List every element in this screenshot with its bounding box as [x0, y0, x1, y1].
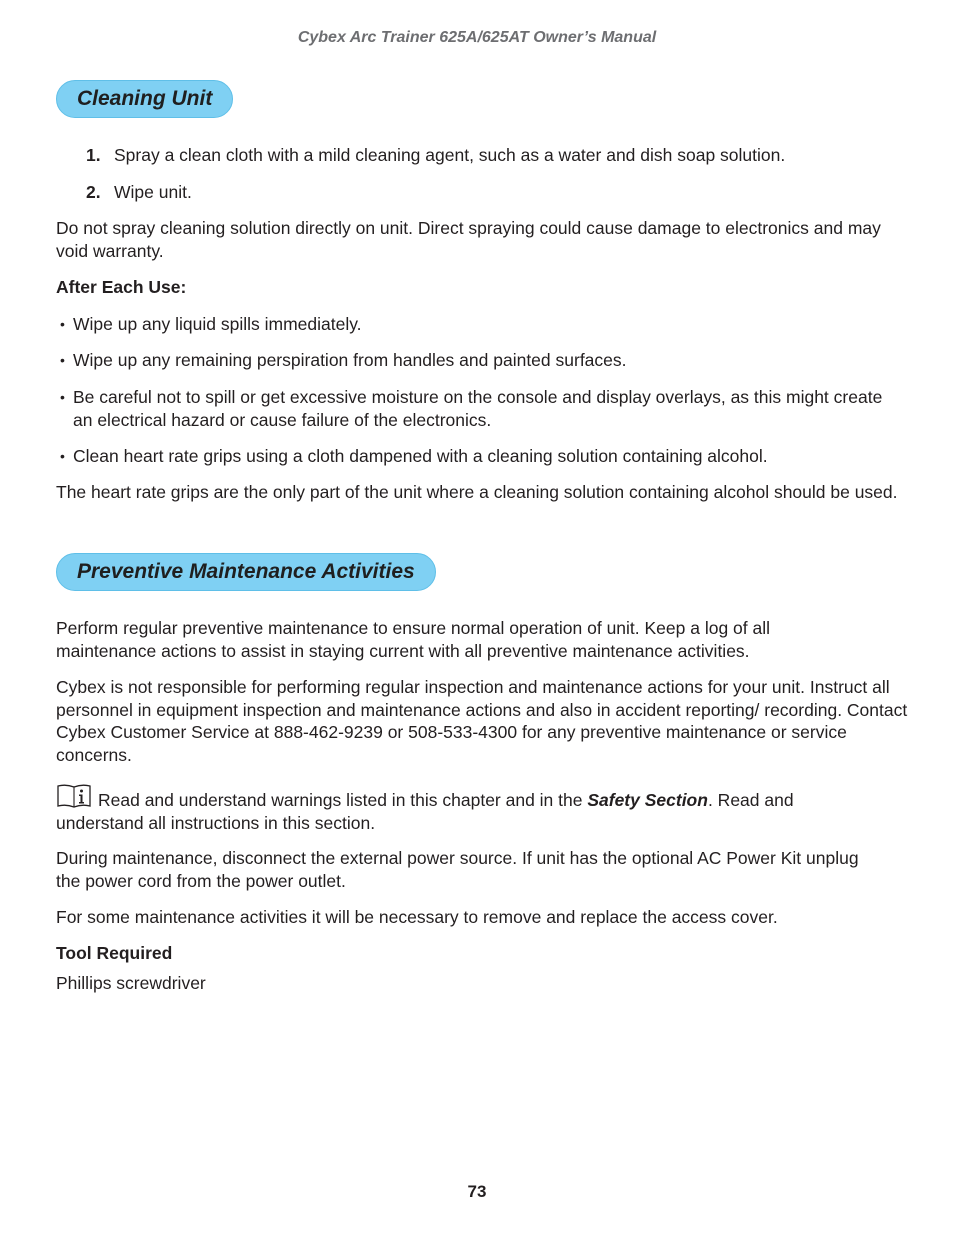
step-2: [86, 181, 916, 204]
step-text: Wipe unit.: [114, 182, 192, 202]
info-text-after: . Read and understand all instructions in this section.: [56, 790, 794, 833]
cleaning-warning: Do not spray cleaning solution directly on unit. Direct spraying could cause damage to electronics and may void warranty.: [56, 218, 881, 261]
section-heading-preventive-maintenance: Preventive Maintenance Activities: [56, 553, 436, 591]
bullet-text: Clean heart rate grips using a cloth dampened with a cleaning solution containing alcohol.: [73, 446, 768, 466]
step-1: [86, 144, 916, 167]
page-number: 73: [467, 1182, 487, 1201]
tool-required-heading: Tool Required: [56, 943, 173, 963]
tool-item: Phillips screwdriver: [56, 973, 206, 993]
info-note: [56, 783, 876, 834]
bullet-marker: •: [60, 448, 65, 464]
bullet-item: [60, 313, 920, 336]
after-each-use-heading: After Each Use:: [56, 277, 187, 297]
bullet-marker: •: [60, 316, 65, 332]
bullet-item: [60, 349, 920, 372]
access-cover-note: For some maintenance activities it will be necessary to remove and replace the access cover.: [56, 907, 778, 927]
bullet-marker: •: [60, 352, 65, 368]
alcohol-note: The heart rate grips are the only part of the unit where a cleaning solution containing alcohol should be used.: [56, 482, 898, 502]
info-text-before: Read and understand warnings listed in this chapter and in the: [98, 790, 588, 810]
bullet-text: Be careful not to spill or get excessive moisture on the console and display overlays, as this might create an electrical hazard or cause failure of the electronics.: [73, 387, 883, 430]
bullet-item: [60, 445, 920, 468]
book-info-icon: [56, 783, 92, 809]
safety-section-reference: Safety Section: [587, 790, 708, 810]
step-text: Spray a clean cloth with a mild cleaning agent, such as a water and dish soap solution.: [114, 145, 786, 165]
running-header: Cybex Arc Trainer 625A/625AT Owner’s Manual: [297, 29, 657, 46]
maintenance-intro: Perform regular preventive maintenance to ensure normal operation of unit. Keep a log of all maintenance actions to assist in staying current with all preventive maintenance activities.: [56, 618, 771, 661]
maintenance-responsibility: Cybex is not responsible for performing regular inspection and maintenance actions for your unit. Instruct all personnel in equipment inspection and maintenance actions and also in accident reporting/ recording. Contact Cybex Customer Service at 888-462-9239 or 508-533-4300 for any preventive maintenance or service concerns.: [56, 677, 908, 765]
step-number: 1.: [86, 145, 101, 165]
bullet-text: Wipe up any liquid spills immediately.: [73, 314, 362, 334]
bullet-text: Wipe up any remaining perspiration from handles and painted surfaces.: [73, 350, 627, 370]
step-number: 2.: [86, 182, 101, 202]
bullet-item: [60, 386, 890, 431]
section-heading-cleaning-unit: Cleaning Unit: [56, 80, 233, 118]
bullet-marker: •: [60, 389, 65, 405]
power-disconnect-note: During maintenance, disconnect the external power source. If unit has the optional AC Power Kit unplug the power cord from the power outlet.: [56, 848, 859, 891]
